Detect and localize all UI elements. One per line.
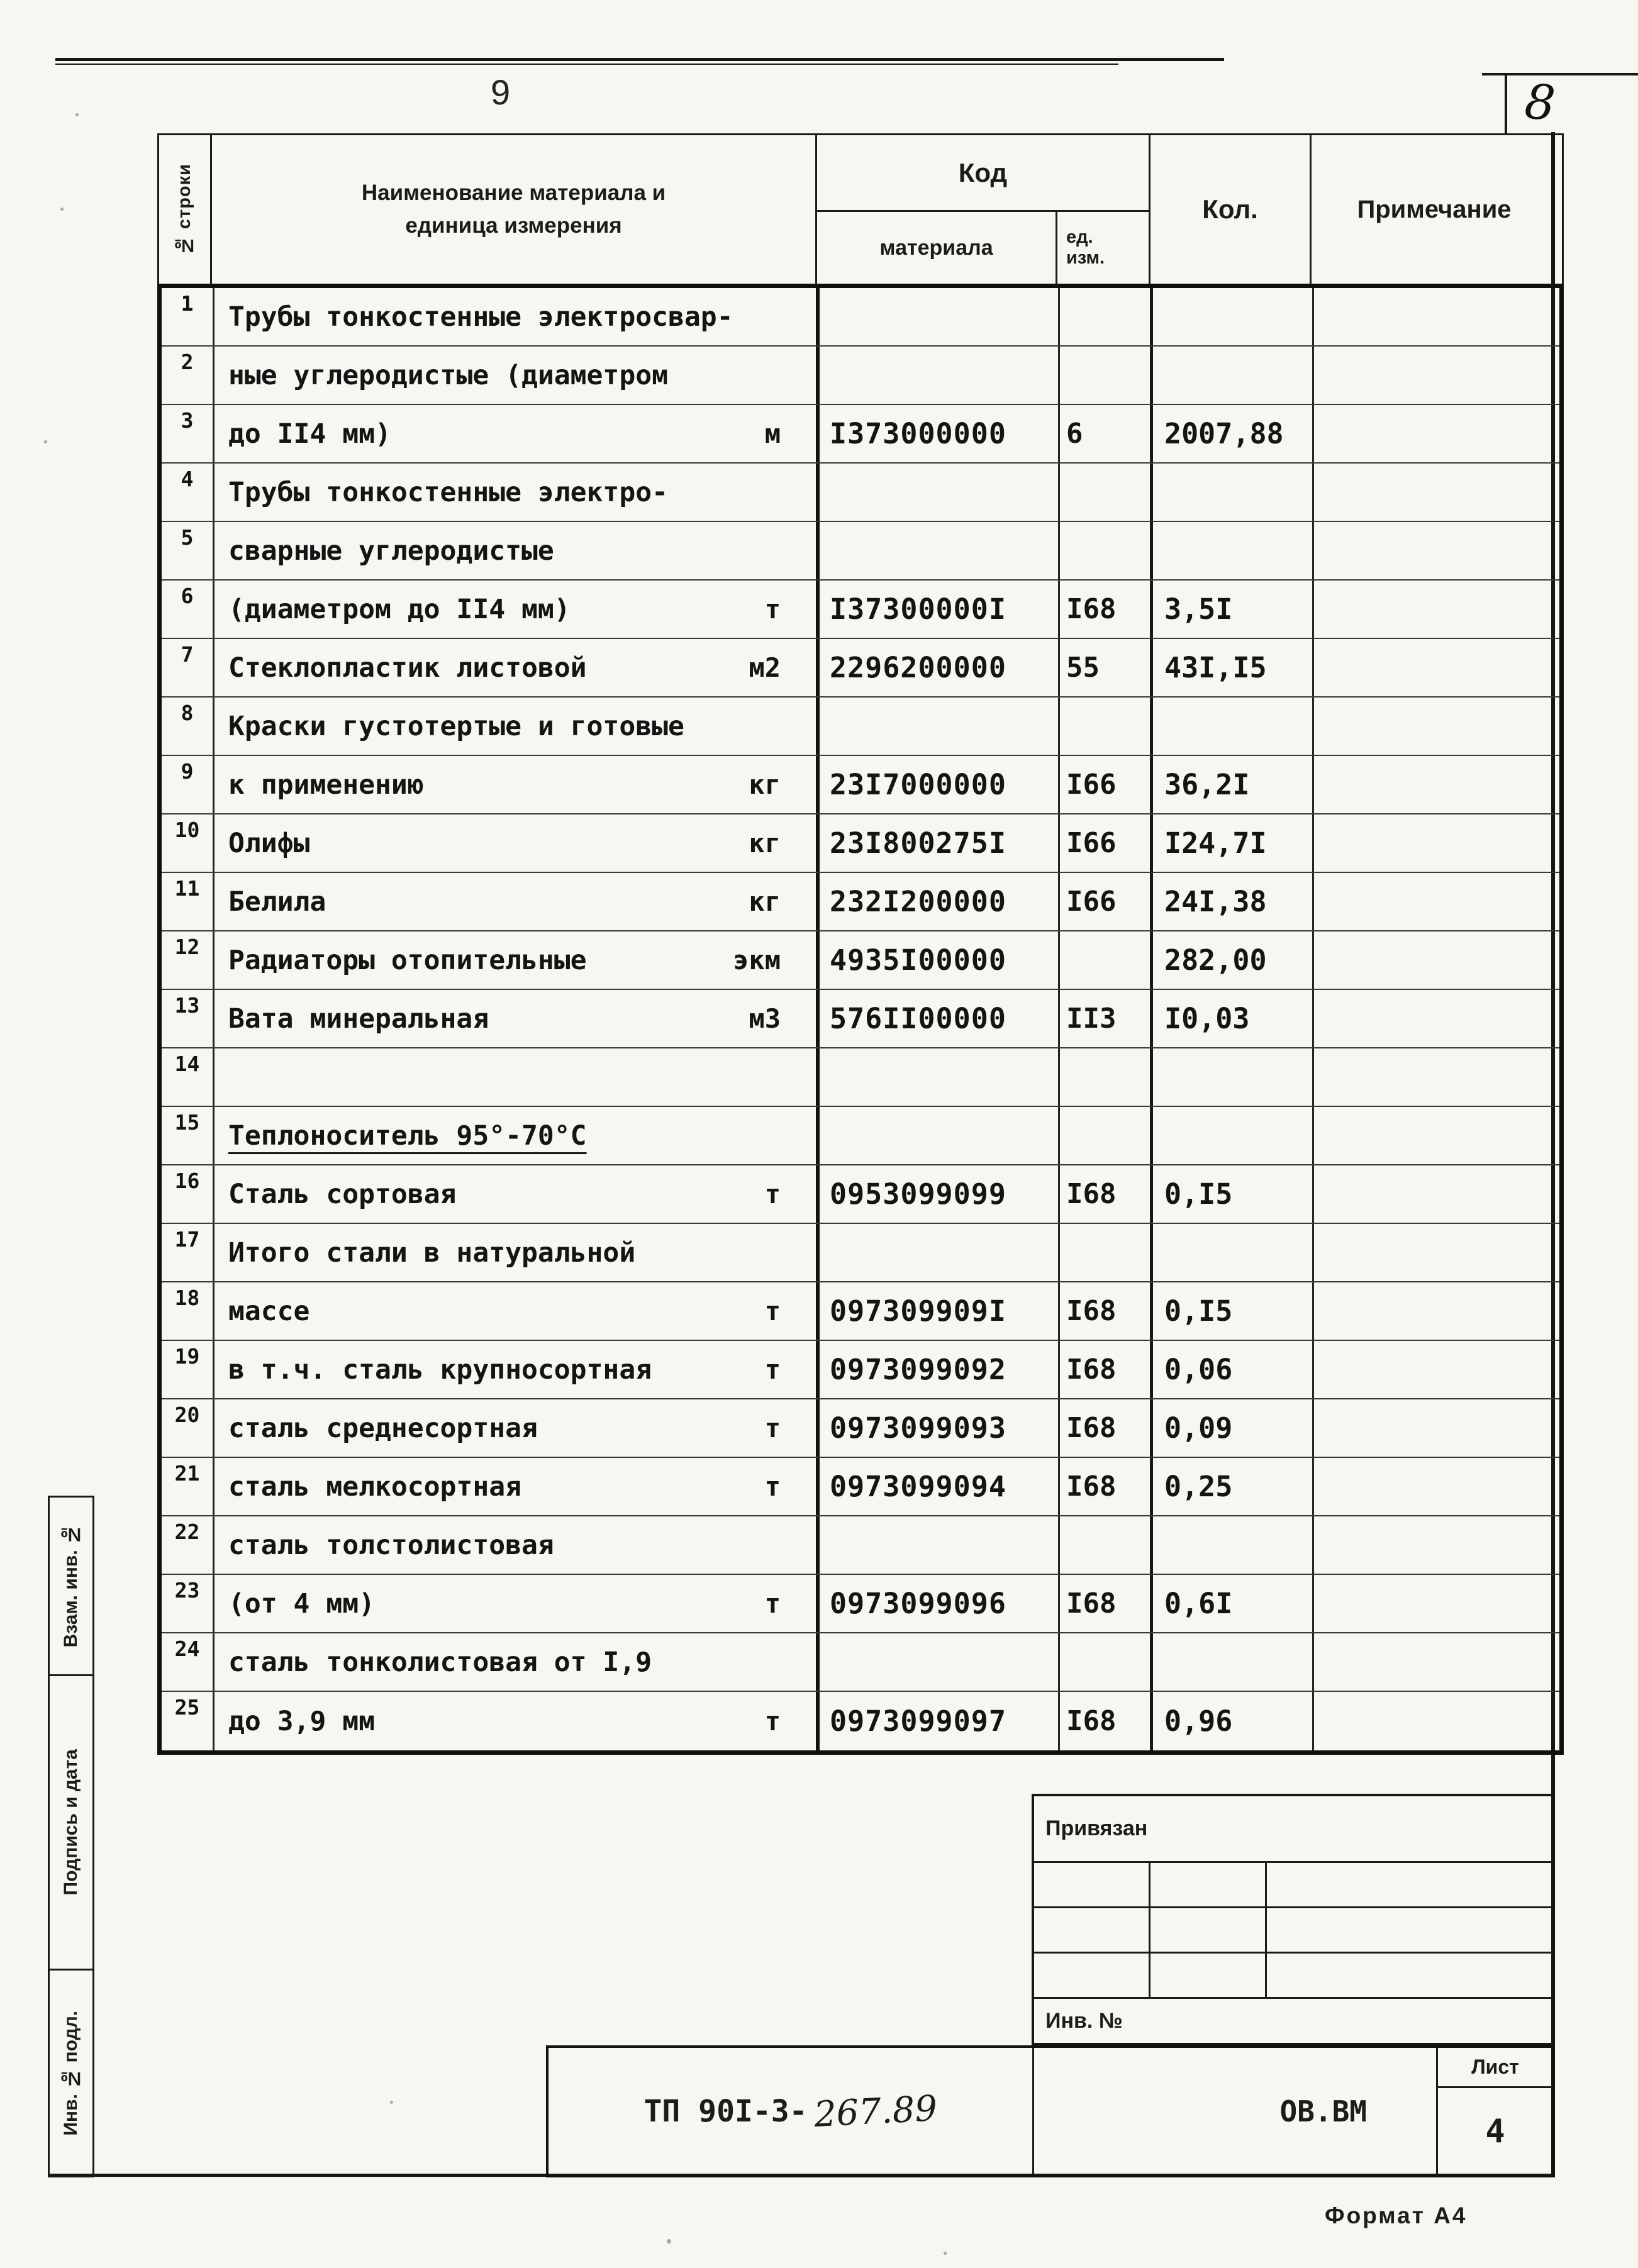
row-number-cell: 3 [162, 405, 214, 462]
note-cell [1314, 1341, 1559, 1398]
table-row [162, 1516, 1559, 1575]
header-unit [1057, 212, 1150, 284]
table-body [157, 284, 1564, 1755]
header-note: Примечание [1357, 195, 1512, 223]
material-unit: кг [749, 769, 781, 800]
table-row [162, 1165, 1559, 1224]
frame-box-podpis-data [50, 1676, 92, 1971]
unit-code-cell: 55 [1060, 639, 1153, 696]
document-code-typed: ТП 90I-3- [644, 2094, 808, 2129]
note-cell [1314, 639, 1559, 696]
header-unit-line1: ед. [1066, 226, 1093, 247]
material-code-cell: 097309909I [820, 1282, 1060, 1340]
quantity-cell [1153, 1224, 1314, 1281]
material-name: массе [228, 1295, 310, 1327]
frame-box-inv-podl [50, 1971, 92, 2176]
note-cell [1314, 931, 1559, 989]
note-cell [1314, 1516, 1559, 1574]
material-name: Трубы тонкостенные электро- [228, 476, 668, 508]
frame-label-inv-podl: Инв. № подл. [60, 2010, 81, 2136]
table-row [162, 1399, 1559, 1458]
material-name: Теплоноситель 95°-70°С [228, 1120, 587, 1152]
note-cell [1314, 522, 1559, 579]
scan-speck [944, 2252, 947, 2255]
unit-code-cell: I68 [1060, 1282, 1153, 1340]
material-unit: т [764, 1296, 781, 1326]
inventory-number-label: Инв. № [1045, 2008, 1123, 2033]
material-name-cell [214, 1165, 820, 1223]
table-header [157, 133, 1564, 284]
header-unit-line2: изм. [1066, 248, 1105, 268]
material-code-cell: 0973099097 [820, 1692, 1060, 1750]
material-name: в т.ч. сталь крупносортная [228, 1354, 652, 1386]
material-unit: т [764, 1706, 781, 1737]
material-code-cell [820, 522, 1060, 579]
quantity-cell: 0,96 [1153, 1692, 1314, 1750]
row-number-cell: 25 [162, 1692, 214, 1750]
material-code-cell: 23I800275I [820, 814, 1060, 872]
binding-label: Привязан [1034, 1796, 1552, 1863]
quantity-cell: 43I,I5 [1153, 639, 1314, 696]
material-name: сталь мелкосортная [228, 1470, 521, 1503]
material-name-cell [214, 464, 820, 521]
material-code-cell [820, 464, 1060, 521]
material-name: ные углеродистые (диаметром [228, 359, 668, 391]
sheet-cell [1438, 2048, 1552, 2175]
material-name-cell [214, 347, 820, 404]
material-name: до II4 мм) [228, 418, 391, 450]
table-row [162, 1341, 1559, 1399]
row-number-cell: 13 [162, 990, 214, 1047]
binding-cell [1034, 1954, 1150, 1999]
unit-code-cell [1060, 931, 1153, 989]
row-number-cell: 4 [162, 464, 214, 521]
row-number-cell: 1 [162, 288, 214, 345]
material-name: Краски густотертые и готовые [228, 710, 684, 742]
material-unit: т [764, 1179, 781, 1209]
material-name: Итого стали в натуральной [228, 1237, 636, 1269]
quantity-cell [1153, 347, 1314, 404]
material-name: Трубы тонкостенные электросвар- [228, 301, 733, 333]
quantity-cell: 3,5I [1153, 581, 1314, 638]
material-name: Радиаторы отопительные [228, 944, 587, 976]
row-number-cell: 17 [162, 1224, 214, 1281]
quantity-cell: 0,06 [1153, 1341, 1314, 1398]
row-number-cell: 9 [162, 756, 214, 813]
top-rule-primary [55, 58, 1224, 61]
header-name-line2: единица измерения [405, 213, 622, 238]
material-unit: т [764, 1588, 781, 1619]
sheet-number: 4 [1485, 2113, 1505, 2150]
note-cell [1314, 288, 1559, 345]
material-code-cell: 0953099099 [820, 1165, 1060, 1223]
note-cell [1314, 1692, 1559, 1750]
note-cell [1314, 814, 1559, 872]
quantity-cell [1153, 1048, 1314, 1106]
unit-code-cell [1060, 698, 1153, 755]
table-row [162, 581, 1559, 639]
table-row [162, 1048, 1559, 1107]
unit-code-cell [1060, 1516, 1153, 1574]
material-name: до 3,9 мм [228, 1705, 375, 1737]
note-cell [1314, 1224, 1559, 1281]
unit-code-cell: I68 [1060, 1399, 1153, 1457]
note-cell [1314, 756, 1559, 813]
unit-code-cell: I68 [1060, 581, 1153, 638]
table-row [162, 1224, 1559, 1282]
material-unit: т [764, 594, 781, 625]
row-number-cell: 23 [162, 1575, 214, 1632]
material-name: Вата минеральная [228, 1003, 489, 1035]
row-number-cell: 2 [162, 347, 214, 404]
material-code-cell: I373000000 [820, 405, 1060, 462]
material-unit: т [764, 1354, 781, 1385]
page-number: 9 [491, 72, 511, 112]
binding-cell [1267, 1954, 1552, 1999]
row-number-cell: 24 [162, 1633, 214, 1691]
material-code-cell: 0973099094 [820, 1458, 1060, 1515]
note-cell [1314, 1458, 1559, 1515]
material-name: Стеклопластик листовой [228, 652, 587, 684]
scan-speck [60, 208, 64, 211]
handwritten-sheet-mark: 8 [1522, 73, 1557, 131]
unit-code-cell: I68 [1060, 1341, 1153, 1398]
table-row [162, 1282, 1559, 1341]
table-row [162, 1575, 1559, 1633]
frame-box-vzam-inv [50, 1498, 92, 1676]
materials-table [157, 133, 1564, 1755]
material-code-cell: I37300000I [820, 581, 1060, 638]
material-code-cell: 0973099096 [820, 1575, 1060, 1632]
row-number-cell: 10 [162, 814, 214, 872]
quantity-cell [1153, 288, 1314, 345]
unit-code-cell [1060, 288, 1153, 345]
material-code-cell: 23I7000000 [820, 756, 1060, 813]
material-name: к применению [228, 769, 424, 801]
material-name-cell [214, 1399, 820, 1457]
material-name-cell [214, 1575, 820, 1632]
material-name-cell [214, 1282, 820, 1340]
table-row [162, 639, 1559, 698]
header-code-material: материала [817, 212, 1057, 284]
table-row [162, 873, 1559, 931]
document-code-cell [549, 2048, 1034, 2175]
material-name-cell [214, 1341, 820, 1398]
material-name: (от 4 мм) [228, 1587, 375, 1620]
row-number-cell: 5 [162, 522, 214, 579]
document-code-handwritten: 267.89 [812, 2087, 939, 2135]
header-code: Код [817, 135, 1150, 212]
material-name-cell [214, 1633, 820, 1691]
corner-rule-vertical [1505, 73, 1507, 133]
quantity-cell: 0,6I [1153, 1575, 1314, 1632]
table-row [162, 814, 1559, 873]
material-name: сталь среднесортная [228, 1412, 538, 1444]
material-code-cell: 576II00000 [820, 990, 1060, 1047]
header-line-number-label: № строки [174, 163, 194, 256]
row-number-cell: 14 [162, 1048, 214, 1106]
note-cell [1314, 1282, 1559, 1340]
row-number-cell: 16 [162, 1165, 214, 1223]
material-name: (диаметром до II4 мм) [228, 593, 571, 625]
material-code-cell: 4935I00000 [820, 931, 1060, 989]
quantity-cell [1153, 464, 1314, 521]
quantity-cell: I24,7I [1153, 814, 1314, 872]
material-name-cell [214, 1224, 820, 1281]
note-cell [1314, 581, 1559, 638]
quantity-cell: 0,25 [1153, 1458, 1314, 1515]
row-number-cell: 18 [162, 1282, 214, 1340]
quantity-cell: 282,00 [1153, 931, 1314, 989]
material-code-cell: 2296200000 [820, 639, 1060, 696]
row-number-cell: 19 [162, 1341, 214, 1398]
material-name-cell [214, 1692, 820, 1750]
material-unit: кг [749, 886, 781, 917]
material-name-cell [214, 1458, 820, 1515]
quantity-cell: 0,I5 [1153, 1282, 1314, 1340]
header-material-name [212, 135, 817, 284]
quantity-cell: I0,03 [1153, 990, 1314, 1047]
row-number-cell: 11 [162, 873, 214, 930]
note-cell [1314, 1633, 1559, 1691]
material-name: Белила [228, 886, 326, 918]
material-unit: м3 [749, 1003, 781, 1034]
binding-cell [1150, 1954, 1267, 1999]
note-cell [1314, 347, 1559, 404]
material-name-cell [214, 814, 820, 872]
material-unit: кг [749, 828, 781, 859]
material-code-cell: 0973099092 [820, 1341, 1060, 1398]
sheet-label: Лист [1438, 2048, 1552, 2088]
table-row [162, 990, 1559, 1048]
material-name: сталь толстолистовая [228, 1529, 554, 1561]
table-row [162, 1458, 1559, 1516]
unit-code-cell: I68 [1060, 1458, 1153, 1515]
unit-code-cell [1060, 1633, 1153, 1691]
row-number-cell: 8 [162, 698, 214, 755]
unit-code-cell: I66 [1060, 756, 1153, 813]
frame-label-podpis-data: Подпись и дата [60, 1749, 81, 1896]
row-number-cell: 7 [162, 639, 214, 696]
quantity-cell [1153, 698, 1314, 755]
table-row [162, 698, 1559, 756]
material-name: Сталь сортовая [228, 1178, 457, 1210]
binding-cell [1150, 1863, 1267, 1908]
table-row [162, 522, 1559, 581]
material-code-cell: 232I200000 [820, 873, 1060, 930]
frame-label-vzam-inv: Взам. инв. № [60, 1524, 81, 1648]
scan-speck [44, 440, 47, 443]
material-name-cell [214, 581, 820, 638]
material-name-cell [214, 288, 820, 345]
note-cell [1314, 1399, 1559, 1457]
unit-code-cell: I68 [1060, 1165, 1153, 1223]
row-number-cell: 22 [162, 1516, 214, 1574]
left-frame-strip [48, 1496, 94, 2177]
material-name-cell [214, 1516, 820, 1574]
note-cell [1314, 464, 1559, 521]
quantity-cell [1153, 1633, 1314, 1691]
table-row [162, 931, 1559, 990]
material-name-cell [214, 522, 820, 579]
material-name-cell [214, 639, 820, 696]
material-code-cell [820, 1107, 1060, 1164]
binding-cell [1267, 1863, 1552, 1908]
quantity-cell [1153, 1107, 1314, 1164]
note-cell [1314, 698, 1559, 755]
material-name-cell [214, 990, 820, 1047]
material-code-cell: 0973099093 [820, 1399, 1060, 1457]
material-unit: т [764, 1471, 781, 1502]
note-cell [1314, 1165, 1559, 1223]
table-row [162, 347, 1559, 405]
table-row [162, 405, 1559, 464]
material-name: сварные углеродистые [228, 535, 554, 567]
material-code-cell [820, 347, 1060, 404]
material-name-cell [214, 405, 820, 462]
note-cell [1314, 873, 1559, 930]
binding-grid [1034, 1863, 1552, 1999]
material-name-cell [214, 756, 820, 813]
material-name-cell [214, 1048, 820, 1106]
material-unit: т [764, 1413, 781, 1443]
binding-block [1032, 1794, 1555, 2045]
material-name: сталь тонколистовая от I,9 [228, 1646, 652, 1678]
table-row [162, 1633, 1559, 1692]
unit-code-cell: 6 [1060, 405, 1153, 462]
note-cell [1314, 1575, 1559, 1632]
material-code-cell [820, 1633, 1060, 1691]
material-unit: м2 [749, 652, 781, 683]
section-code-cell: ОВ.ВМ [1034, 2048, 1438, 2175]
table-row [162, 756, 1559, 814]
row-number-cell: 6 [162, 581, 214, 638]
quantity-cell [1153, 522, 1314, 579]
binding-cell [1150, 1908, 1267, 1954]
table-row [162, 288, 1559, 347]
quantity-cell: 36,2I [1153, 756, 1314, 813]
material-name: Олифы [228, 827, 310, 859]
material-unit: м [764, 418, 781, 449]
material-unit: экм [733, 945, 781, 976]
material-code-cell [820, 1224, 1060, 1281]
header-line-number [159, 135, 212, 284]
row-number-cell: 12 [162, 931, 214, 989]
unit-code-cell [1060, 347, 1153, 404]
format-label: Формат А4 [1325, 2203, 1468, 2228]
binding-cell [1267, 1908, 1552, 1954]
material-name-cell [214, 931, 820, 989]
unit-code-cell [1060, 1224, 1153, 1281]
note-cell [1314, 990, 1559, 1047]
quantity-cell [1153, 1516, 1314, 1574]
quantity-cell: 0,I5 [1153, 1165, 1314, 1223]
material-name-cell [214, 1107, 820, 1164]
quantity-cell: 24I,38 [1153, 873, 1314, 930]
table-row [162, 1692, 1559, 1750]
note-cell [1314, 1107, 1559, 1164]
quantity-cell: 2007,88 [1153, 405, 1314, 462]
material-name-cell [214, 873, 820, 930]
unit-code-cell [1060, 1048, 1153, 1106]
binding-cell [1034, 1863, 1150, 1908]
row-number-cell: 21 [162, 1458, 214, 1515]
row-number-cell: 15 [162, 1107, 214, 1164]
unit-code-cell: I66 [1060, 873, 1153, 930]
material-name-cell [214, 698, 820, 755]
material-code-cell [820, 1516, 1060, 1574]
header-quantity: Кол. [1150, 135, 1312, 284]
unit-code-cell [1060, 464, 1153, 521]
note-cell [1314, 1048, 1559, 1106]
binding-cell [1034, 1908, 1150, 1954]
material-code-cell [820, 1048, 1060, 1106]
material-code-cell [820, 288, 1060, 345]
unit-code-cell: I68 [1060, 1575, 1153, 1632]
note-cell [1314, 405, 1559, 462]
title-stamp [546, 2045, 1555, 2177]
scan-speck [390, 2101, 393, 2104]
unit-code-cell: I66 [1060, 814, 1153, 872]
table-row [162, 464, 1559, 522]
row-number-cell: 20 [162, 1399, 214, 1457]
table-row [162, 1107, 1559, 1165]
scan-speck [667, 2239, 671, 2243]
unit-code-cell: II3 [1060, 990, 1153, 1047]
top-rule-secondary [55, 64, 1118, 65]
scan-speck [75, 113, 79, 116]
unit-code-cell: I68 [1060, 1692, 1153, 1750]
quantity-cell: 0,09 [1153, 1399, 1314, 1457]
unit-code-cell [1060, 522, 1153, 579]
header-name-line1: Наименование материала и [361, 180, 666, 205]
unit-code-cell [1060, 1107, 1153, 1164]
material-code-cell [820, 698, 1060, 755]
